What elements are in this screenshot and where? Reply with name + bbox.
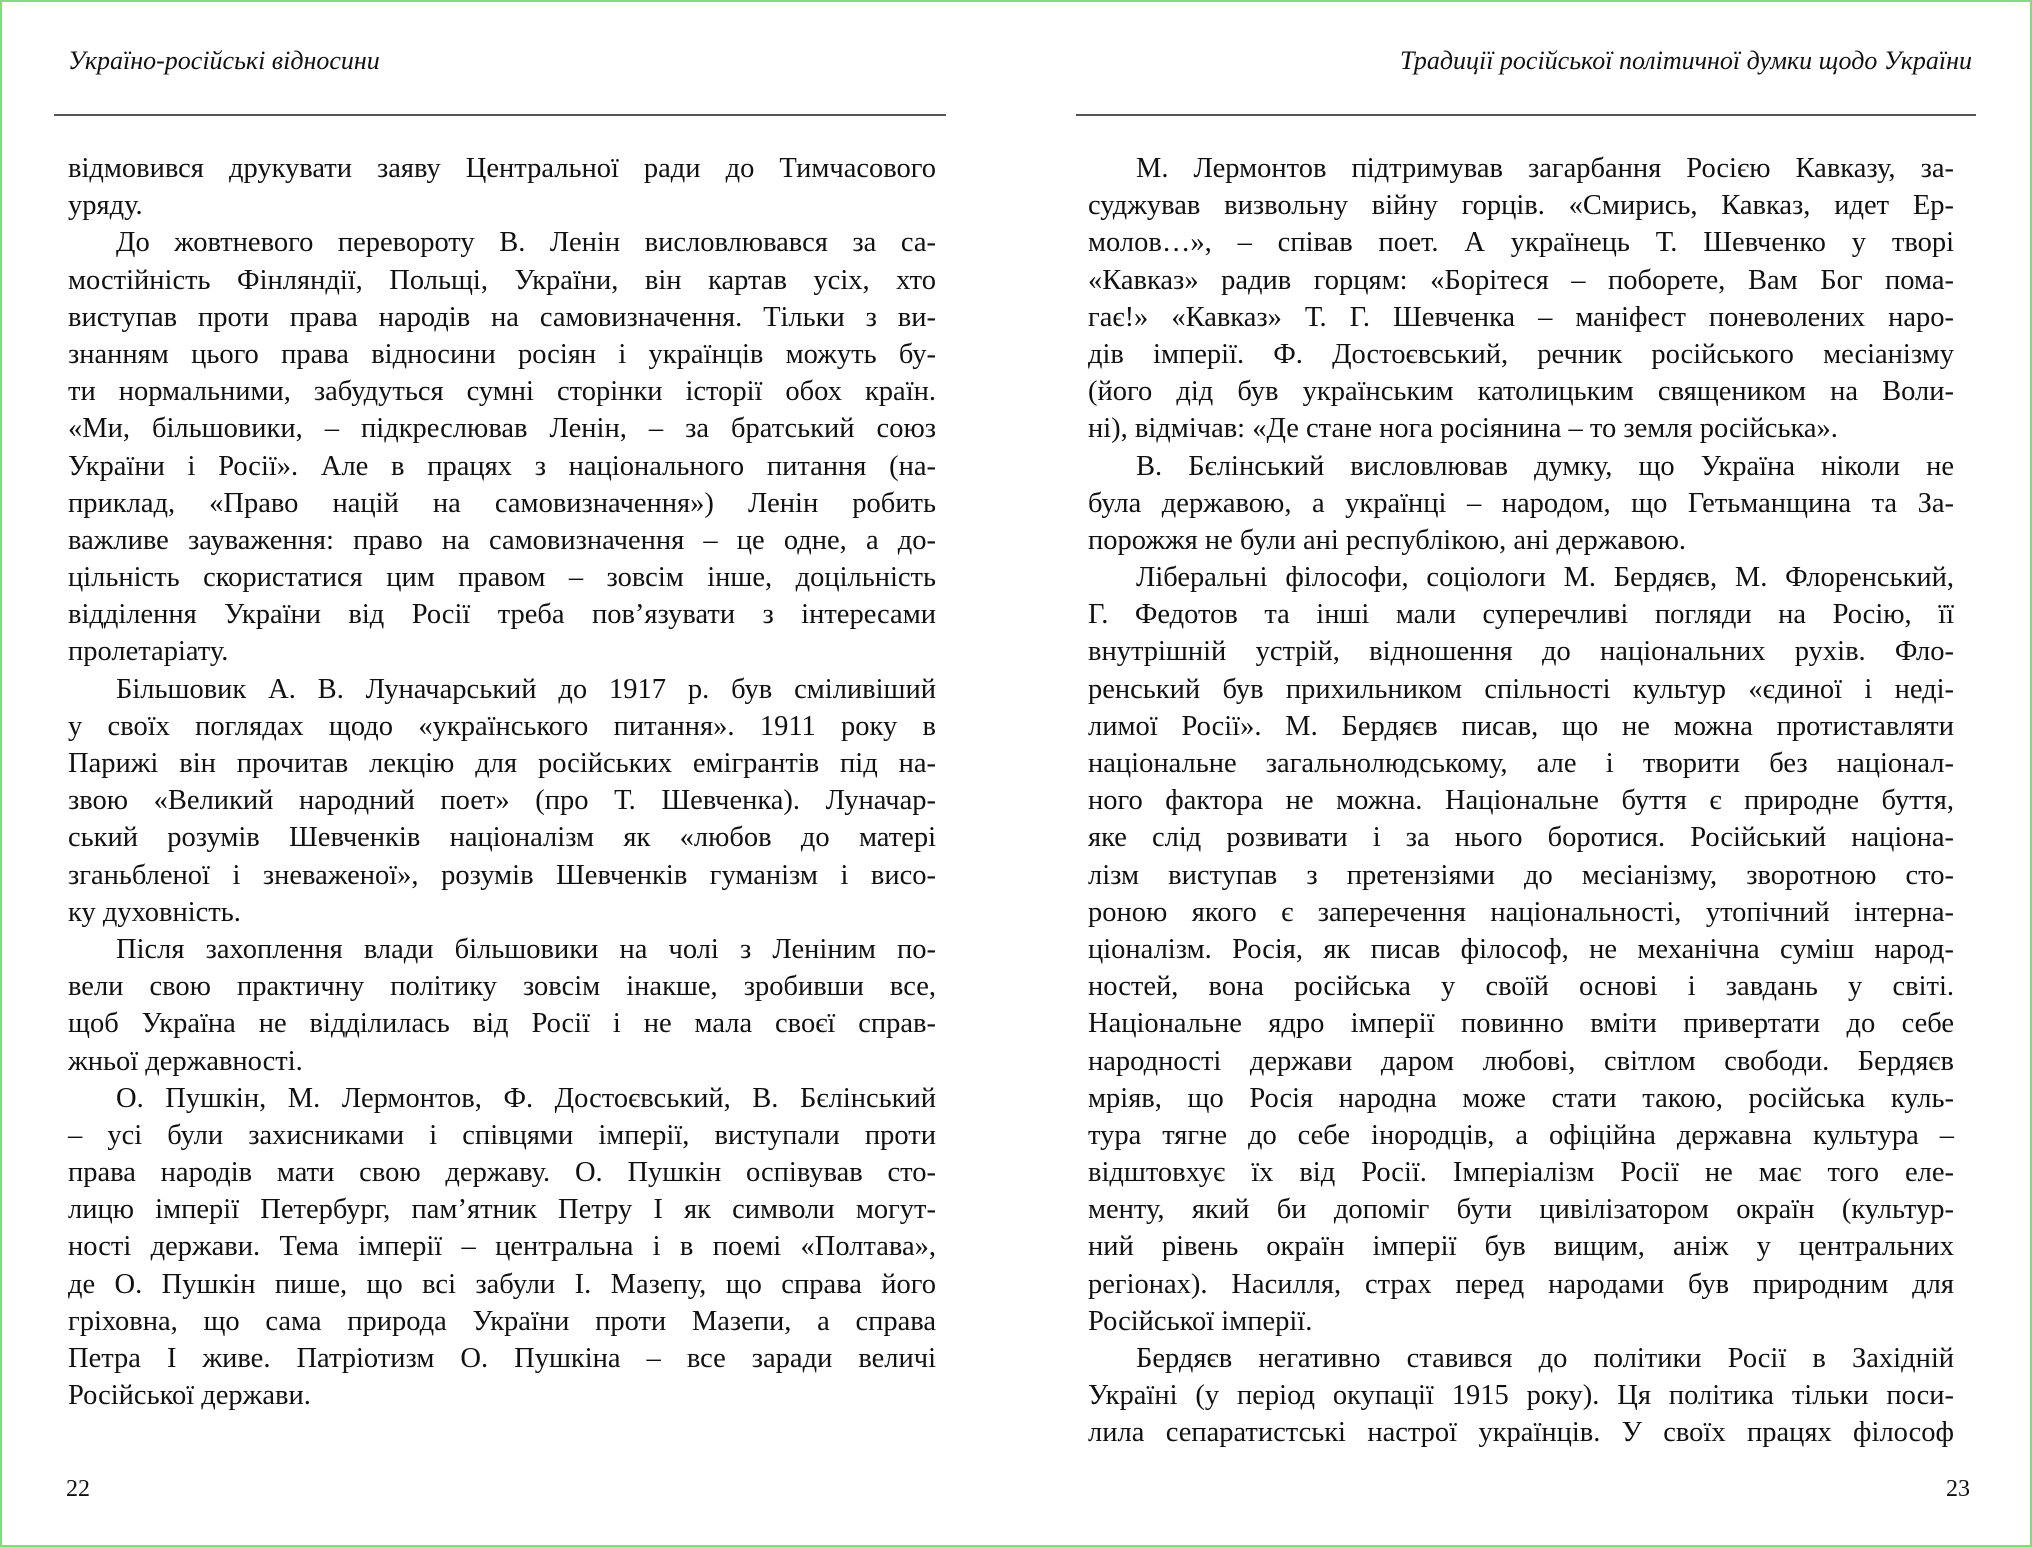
text-line: гріховна, що сама природа України проти Мазепи, а справа: [68, 1305, 936, 1337]
text-line: порожжя не були ані республікою, ані державою.: [1088, 524, 1687, 556]
text-line: зганьбленої і зневаженої», розумів Шевченків гуманізм і висо-: [68, 859, 936, 891]
text-line: молов…», – співав поет. А українець Т. Шевченко у творі: [1088, 227, 1954, 259]
page-number-left: 22: [66, 1476, 90, 1502]
text-line: менту, який би допоміг бути цивілізатором окраїн (культур-: [1088, 1194, 1954, 1226]
text-line: України і Росії». Але в працях з національного питання (на-: [68, 450, 936, 482]
text-line: До жовтневого перевороту В. Ленін висловлювався за са-: [116, 227, 936, 259]
text-line: відштовхує їх від Росії. Імперіалізм Росії не має того еле-: [1088, 1157, 1954, 1189]
text-line: «Ми, більшовики, – підкреслював Ленін, – за братський союз: [68, 413, 936, 445]
text-line: регіонах). Насилля, страх перед народами був природним для: [1088, 1268, 1954, 1300]
header-rule-right: [1076, 114, 1976, 116]
text-line: внутрішній устрій, відношення до національних рухів. Фло-: [1088, 636, 1954, 668]
page-number-right: 23: [1946, 1476, 1970, 1502]
text-line: лимої Росії». М. Бердяєв писав, що не можна протиставляти: [1088, 710, 1954, 742]
text-line: дів імперії. Ф. Достоєвський, речник російського месіанізму: [1088, 338, 1954, 370]
right-page: [1018, 2, 2032, 1545]
text-line: Більшовик А. В. Луначарський до 1917 р. був сміливіший: [116, 673, 936, 705]
text-line: гає!» «Кавказ» Т. Г. Шевченка – маніфест поневолених наро-: [1088, 301, 1954, 333]
text-line: О. Пушкін, М. Лермонтов, Ф. Достоєвський, В. Бєлінський: [116, 1082, 936, 1114]
text-line: вели свою практичну політику зовсім інакше, зробивши все,: [68, 971, 936, 1003]
text-line: лила сепаратистські настрої українців. У своїх працях філософ: [1088, 1417, 1954, 1449]
text-line: Ліберальні філософи, соціологи М. Бердяєв, М. Флоренський,: [1136, 562, 1954, 594]
header-rule-left: [54, 114, 946, 116]
text-line: ного фактора не можна. Національне буття є природне буття,: [1088, 785, 1954, 817]
text-line: ності держави. Тема імперії – центральна і в поемі «Полтава»,: [68, 1231, 936, 1263]
text-line: ні), відмічав: «Де стане нога росіянина – то земля російська».: [1088, 413, 1838, 445]
text-line: де О. Пушкін пише, що всі забули І. Мазепу, що справа його: [68, 1268, 936, 1300]
text-line: відмовився друкувати заяву Центральної ради до Тимчасового: [68, 153, 936, 184]
text-line: Російської держави.: [68, 1380, 311, 1412]
body-text-left: [68, 150, 936, 1414]
text-line: у своїх поглядах щодо «українського питання». 1911 року в: [68, 710, 936, 742]
text-line: приклад, «Право націй на самовизначення») Ленін робить: [68, 487, 936, 519]
running-head-left: Україно-російські відносини: [68, 46, 380, 75]
text-line: важливе зауваження: право на самовизначення – це одне, а до-: [68, 524, 936, 556]
text-line: звою «Великий народний поет» (про Т. Шевченка). Луначар-: [68, 785, 936, 817]
text-line: пролетаріату.: [68, 636, 229, 668]
text-line: виступав проти права народів на самовизначення. Тільки з ви-: [68, 301, 936, 333]
text-line: ний рівень окраїн імперії був вищим, аніж у центральних: [1088, 1231, 1954, 1263]
text-line: Г. Федотов та інші мали суперечливі погляди на Росію, її: [1088, 599, 1954, 631]
text-line: мріяв, що Росія народна може стати такою, російська куль-: [1088, 1082, 1954, 1114]
text-line: права народів мати свою державу. О. Пушкін оспівував сто-: [68, 1157, 936, 1189]
text-line: суджував визвольну війну горців. «Смирись, Кавказ, идет Ер-: [1088, 190, 1954, 222]
text-line: ностей, вона російська у своїй основі і завдань у світі.: [1088, 971, 1954, 1003]
text-line: народності держави даром любові, світлом свободи. Бердяєв: [1088, 1045, 1954, 1077]
text-line: ку духовність.: [68, 896, 241, 928]
running-head-right: Традиції російської політичної думки щодо України: [1400, 46, 1972, 75]
text-line: щоб Україна не відділилась від Росії і не мала своєї справ-: [68, 1008, 936, 1040]
text-line: лізм виступав з претензіями до месіанізму, зворотною сто-: [1088, 859, 1954, 891]
text-line: національне загальнолюдському, але і творити без націонал-: [1088, 748, 1954, 779]
text-line: Національне ядро імперії повинно вміти привертати до себе: [1088, 1008, 1954, 1040]
text-line: уряду.: [68, 190, 143, 222]
text-line: цільність скористатися цим правом – зовсім інше, доцільність: [68, 562, 936, 594]
text-line: знанням цього права відносини росіян і українців можуть бу-: [68, 338, 936, 370]
text-line: – усі були захисниками і співцями імперії, виступали проти: [68, 1119, 936, 1151]
text-line: відділення України від Росії треба пов’язувати з інтересами: [68, 599, 936, 631]
text-line: Російської імперії.: [1088, 1305, 1313, 1337]
text-line: була державою, а українці – народом, що Гетьманщина та За-: [1088, 487, 1954, 519]
left-page: [2, 2, 1018, 1545]
text-line: роною якого є заперечення національності, утопічний інтерна-: [1088, 896, 1954, 928]
text-line: Бердяєв негативно ставився до політики Росії в Західній: [1136, 1343, 1954, 1374]
text-line: яке слід розвивати і за нього боротися. Російський націона-: [1088, 822, 1954, 854]
text-line: В. Бєлінський висловлював думку, що Україна ніколи не: [1136, 450, 1954, 482]
text-line: (його дід був українським католицьким священиком на Воли-: [1088, 376, 1954, 408]
text-line: ти нормальними, забудуться сумні сторінки історії обох країн.: [68, 376, 936, 408]
text-line: ський розумів Шевченків націоналізм як «любов до матері: [68, 822, 936, 854]
text-line: «Кавказ» радив горцям: «Борітеся – поборете, Вам Бог пома-: [1088, 264, 1954, 296]
text-line: Петра І живе. Патріотизм О. Пушкіна – все заради величі: [68, 1343, 936, 1374]
text-line: жньої державності.: [68, 1045, 303, 1077]
text-line: тура тягне до себе інородців, а офіційна державна культура –: [1088, 1119, 1954, 1151]
text-line: мостійність Фінляндії, Польщі, України, він картав усіх, хто: [68, 264, 936, 296]
text-line: Після захоплення влади більшовики на чолі з Леніним по-: [116, 933, 936, 965]
text-line: ціоналізм. Росія, як писав філософ, не механічна суміш народ-: [1088, 933, 1954, 965]
text-line: Парижі він прочитав лекцію для російських емігрантів під на-: [68, 748, 936, 779]
text-line: ренський був прихильником спільності культур «єдиної і неді-: [1088, 673, 1954, 705]
text-line: лицю імперії Петербург, пам’ятник Петру І як символи могут-: [68, 1194, 936, 1226]
text-line: М. Лермонтов підтримував загарбання Росією Кавказу, за-: [1136, 153, 1954, 184]
text-line: Україні (у період окупації 1915 року). Ця політика тільки поси-: [1088, 1380, 1954, 1412]
body-text-right: [1088, 150, 1954, 1452]
